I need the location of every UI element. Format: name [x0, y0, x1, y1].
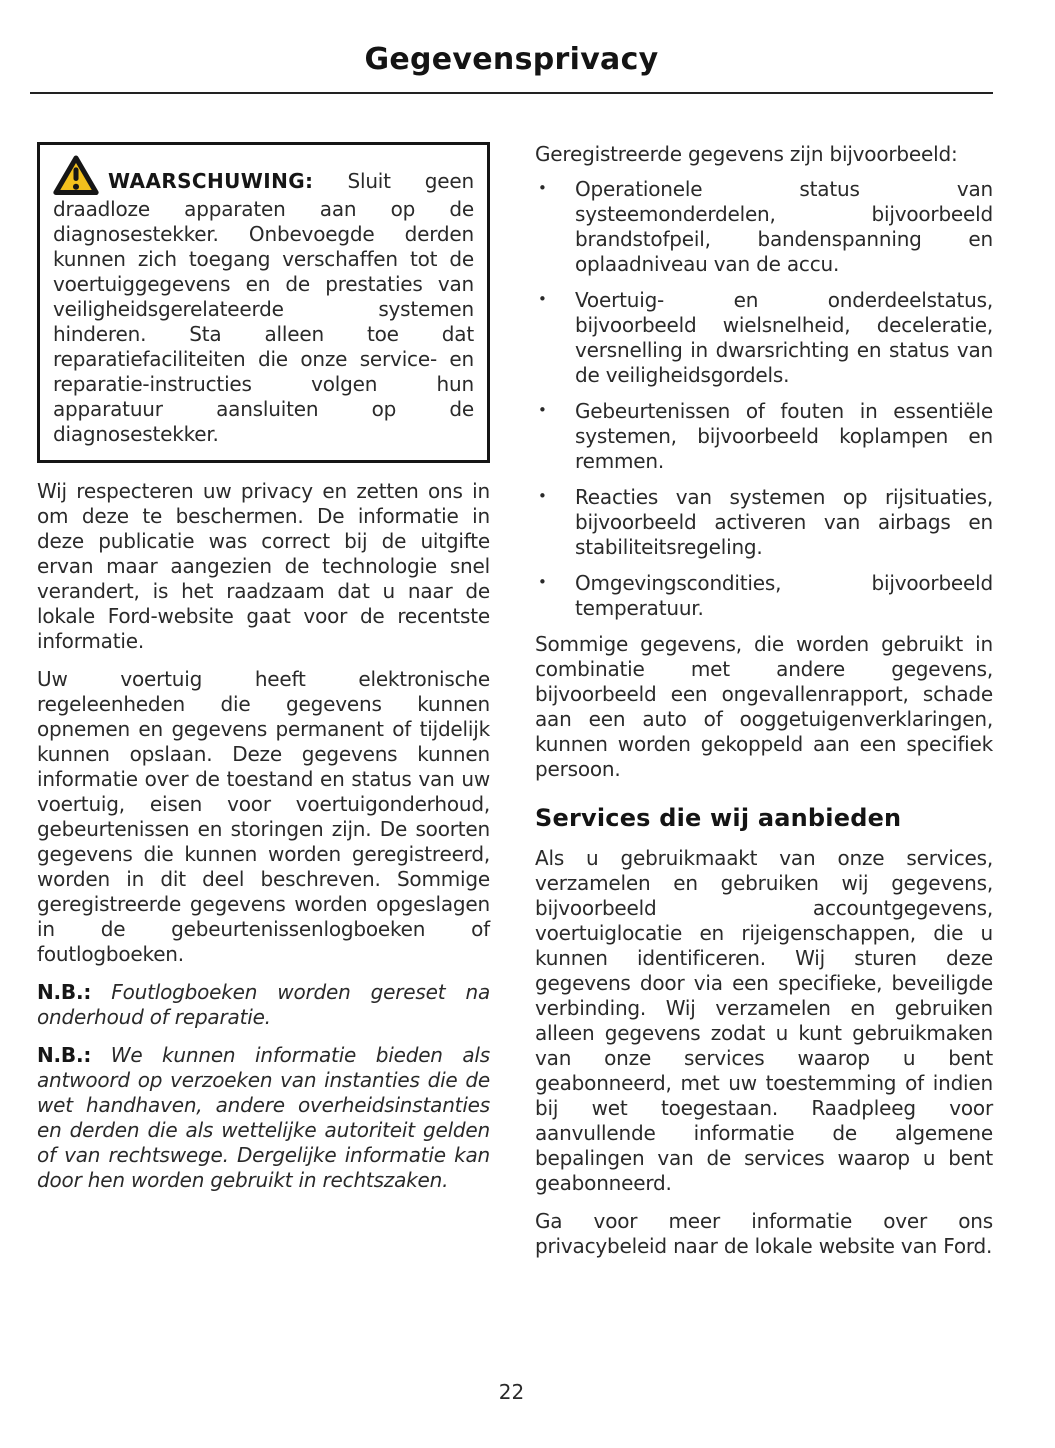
section-heading-services: Services die wij aanbieden — [535, 804, 902, 832]
title-divider — [30, 92, 993, 94]
paragraph-more-info: Ga voor meer informatie over ons privacybeleid naar de lokale website van Ford. — [535, 1209, 993, 1258]
paragraph-linked-data: Sommige gegevens, die worden gebruikt in combinatie met andere gegevens, bijvoorbeeld een ongevallenrapport, schade aan een auto of ooggetuigenverklaringen, kunnen worden gekoppeld aan een specifiek persoon. — [535, 632, 993, 781]
bullet-icon: • — [538, 179, 547, 197]
bullet-icon: • — [538, 290, 547, 308]
paragraph-services: Als u gebruikmaakt van onze services, verzamelen en gebruiken wij gegevens, bijvoorbeeld accountgegevens, voertuiglocatie en rijeigenschappen, die u kunnen identificeren. Wij sturen deze gegevens door via een specifieke, beveiligde verbinding. Wij verzamelen en gebruiken alleen gegevens zodat u kunt gebruikmaken van onze services waarop u bent geabonneerd, met uw toestemming of indien bij wet toegestaan. Raadpleeg voor aanvullende informatie de algemene bepalingen van de services waarop u bent geabonneerd. — [535, 846, 993, 1195]
list-item-text: Gebeurtenissen of fouten in essentiële systemen, bijvoorbeeld koplampen en remmen. — [575, 399, 993, 473]
list-item — [535, 177, 993, 277]
note-reset — [37, 980, 490, 1030]
list-item — [535, 485, 993, 560]
list-item-text: Omgevingscondities, bijvoorbeeld temperatuur. — [575, 571, 993, 620]
note-label: N.B.: — [37, 980, 92, 1004]
paragraph-privacy: Wij respecteren uw privacy en zetten ons in om deze te beschermen. De informatie in deze publicatie was correct bij de uitgifte ervan maar aangezien de technologie snel verandert, is het raadzaam dat u naar de lokale Ford-website gaat voor de recentste informatie. — [37, 479, 490, 653]
note-text: We kunnen informatie bieden als antwoord op verzoeken van instanties die de wet handhaven, andere overheidsinstanties en derden die als wettelijke autoriteit gelden of van rechtswege. Dergelijke informatie kan door hen worden gebruikt in rechtszaken. — [37, 1043, 490, 1192]
paragraph-recorded-intro: Geregistreerde gegevens zijn bijvoorbeeld: — [535, 142, 958, 166]
list-item — [535, 399, 993, 474]
bullet-icon: • — [538, 487, 547, 505]
note-label: N.B.: — [37, 1043, 92, 1067]
note-text: Foutlogboeken worden gereset na onderhoud of reparatie. — [37, 980, 490, 1029]
list-item-text: Voertuig- en onderdeelstatus, bijvoorbeeld wielsnelheid, deceleratie, versnelling in dwarsrichting en status van de veiligheidsgordels. — [575, 288, 993, 387]
list-item — [535, 288, 993, 388]
warning-text: Sluit geen draadloze apparaten aan op de diagnosestekker. Onbevoegde derden kunnen zich toegang verschaffen tot de voertuiggegevens en de prestaties van veiligheidsgerelateerde systemen hinderen. Sta alleen toe dat reparatiefaciliteiten die onze service- en reparatie-instructies volgen hun apparatuur aansluiten op de diagnosestekker. — [53, 169, 474, 446]
bullet-icon: • — [538, 401, 547, 419]
warning-label: WAARSCHUWING: — [108, 169, 314, 193]
warning-paragraph — [53, 155, 474, 447]
page-title: Gegevensprivacy — [364, 42, 659, 77]
recorded-data-list — [535, 177, 993, 621]
warning-box — [37, 142, 490, 463]
bullet-icon: • — [538, 573, 547, 591]
list-item-text: Reacties van systemen op rijsituaties, bijvoorbeeld activeren van airbags en stabiliteitsregeling. — [575, 485, 993, 559]
left-column — [37, 142, 490, 1272]
right-column — [535, 142, 993, 1272]
list-item-text: Operationele status van systeemonderdelen, bijvoorbeeld brandstofpeil, bandenspanning en oplaadniveau van de accu. — [575, 177, 993, 276]
note-law-enforcement — [37, 1043, 490, 1193]
page-number: 22 — [498, 1380, 525, 1404]
paragraph-control-units: Uw voertuig heeft elektronische regeleenheden die gegevens kunnen opnemen en gegevens permanent of tijdelijk kunnen opslaan. Deze gegevens kunnen informatie over de toestand en status van uw voertuig, eisen voor voertuigonderhoud, gebeurtenissen en storingen zijn. De soorten gegevens die kunnen worden geregistreerd, worden in dit deel beschreven. Sommige geregistreerde gegevens worden opgeslagen in de gebeurtenissenlogboeken of foutlogboeken. — [37, 667, 490, 966]
warning-triangle-icon — [53, 155, 99, 197]
page-header — [30, 0, 993, 94]
two-column-layout — [37, 142, 993, 1272]
list-item — [535, 571, 993, 621]
